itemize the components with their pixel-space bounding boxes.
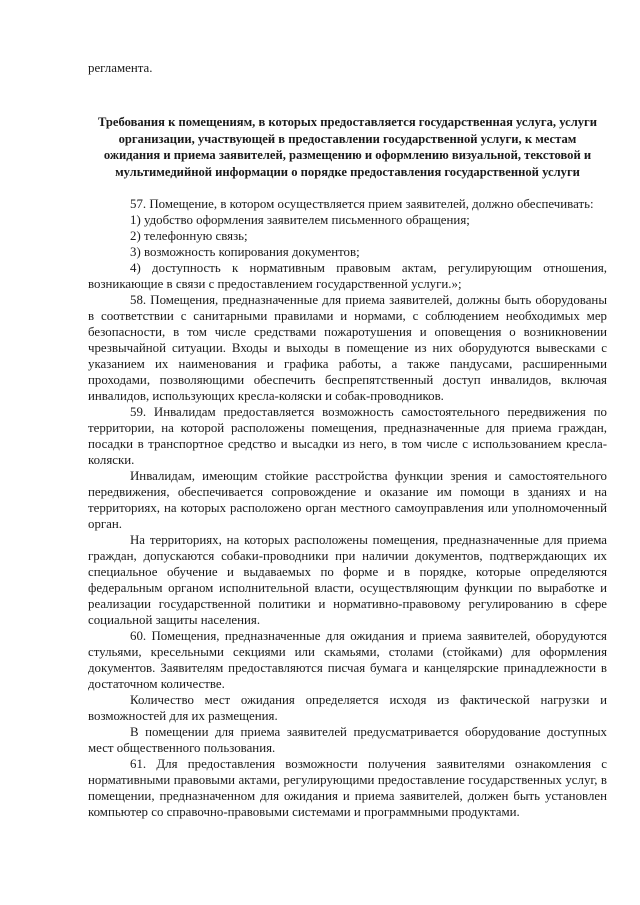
paragraph-60-waiting-places: Количество мест ожидания определяется исходя из фактической нагрузки и возможностей для их размещения.	[88, 693, 607, 723]
continued-text: регламента.	[88, 61, 153, 75]
list-item-1: 1) удобство оформления заявителем письменного обращения;	[130, 213, 470, 227]
paragraph-59-guide-dogs: На территориях, на которых расположены помещения, предназначенные для приема граждан, допускаются собаки-проводники при наличии документов, подтверждающих их специальное обучение и выдаваемых по форме и в порядке, которые определяются федеральным органом исполнительной власти, осуществляющим функции по выработке и реализации государственной политики и нормативно-правовому регулированию в сфере социальной защиты населения.	[88, 533, 607, 627]
paragraph-60-public-places: В помещении для приема заявителей предусматривается оборудование доступных мест общественного пользования.	[88, 725, 607, 755]
section-heading: Требования к помещениям, в которых предоставляется государственная услуга, услуги организации, участвующей в предоставлении государственной услуги, к местам ожидания и приема заявителей, размещению и оформлению визуальной, текстовой и мультимедийной информации о порядке предоставления государственной услуги	[97, 115, 598, 179]
paragraph-59-disabled-vision: Инвалидам, имеющим стойкие расстройства функции зрения и самостоятельного передвижения, обеспечивается сопровождение и оказание им помощи в зданиях и на территориях, на которых расположено орган местного самоуправления или уполномоченный орган.	[88, 469, 607, 531]
list-item-3: 3) возможность копирования документов;	[130, 245, 360, 259]
paragraph-57: 57. Помещение, в котором осуществляется прием заявителей, должно обеспечивать:	[130, 197, 594, 211]
list-item-4: 4) доступность к нормативным правовым актам, регулирующим отношения, возникающие в связи с предоставлением государственной услуги.»;	[88, 261, 607, 291]
list-item-2: 2) телефонную связь;	[130, 229, 248, 243]
paragraph-61: 61. Для предоставления возможности получения заявителями ознакомления с нормативными правовыми актами, регулирующими предоставление государственных услуг, в помещении, предназначенном для ожидания и приема заявителей, должен быть установлен компьютер со справочно-правовыми системами и программными продуктами.	[88, 757, 607, 819]
paragraph-60: 60. Помещения, предназначенные для ожидания и приема заявителей, оборудуются стульями, кресельными секциями или скамьями, столами (стойками) для оформления документов. Заявителям предоставляются писчая бумага и канцелярские принадлежности в достаточном количестве.	[88, 629, 607, 691]
paragraph-59: 59. Инвалидам предоставляется возможность самостоятельного передвижения по территории, на которой расположены помещения, предназначенные для приема граждан, посадки в транспортное средство и высадки из него, в том числе с использованием кресла-коляски.	[88, 405, 607, 467]
paragraph-58: 58. Помещения, предназначенные для приема заявителей, должны быть оборудованы в соответствии с санитарными правилами и нормами, с соблюдением необходимых мер безопасности, в том числе средствами пожаротушения и оповещения о возникновении чрезвычайной ситуации. Входы и выходы в помещение из них оборудуются вывесками с указанием их наименования и графика работы, а также пандусами, расширенными проходами, позволяющими обеспечить беспрепятственный доступ инвалидов, включая инвалидов, использующих кресла-коляски и собак-проводников.	[88, 293, 607, 403]
